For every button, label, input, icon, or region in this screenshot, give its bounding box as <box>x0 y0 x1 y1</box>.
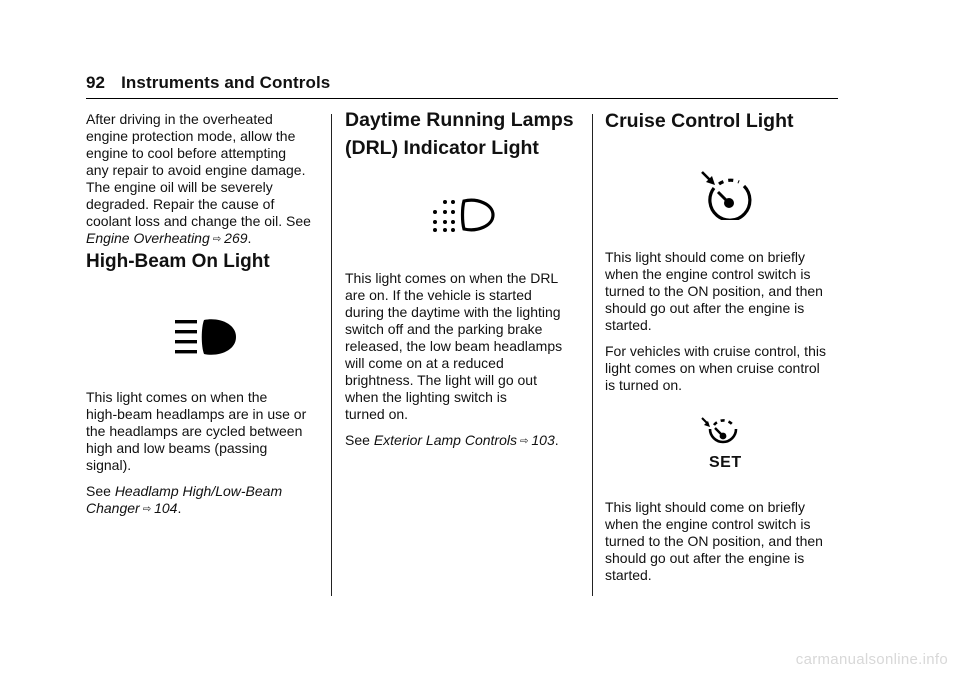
ref-page: 269 <box>224 230 248 246</box>
text-line: degraded. Repair the cause of <box>86 196 275 212</box>
set-label: SET <box>709 454 742 471</box>
text-line: when the engine control switch is <box>605 266 811 282</box>
drl-heading <box>345 108 574 160</box>
text-line: brightness. The light will go out <box>345 372 537 388</box>
text-line: turned on. <box>345 406 409 422</box>
text-line: started. <box>605 317 652 333</box>
see-label: See <box>86 483 111 499</box>
text-line: should go out after the engine is <box>605 550 805 566</box>
headlamp-changer-link[interactable] <box>86 483 326 519</box>
cruise-body <box>605 249 845 403</box>
text-line: engine protection mode, allow the <box>86 128 296 144</box>
text-line: This light should come on briefly <box>605 499 805 515</box>
ref-text: Exterior Lamp Controls <box>373 432 517 448</box>
see-label: See <box>345 432 370 448</box>
cruise-paragraph-3 <box>605 499 845 584</box>
heading-line: (DRL) Indicator Light <box>345 137 539 159</box>
text-line: the headlamps are cycled between <box>86 423 303 439</box>
cruise-paragraph-1 <box>605 249 845 334</box>
text-line: This light comes on when the DRL <box>345 270 559 286</box>
text-line: signal). <box>86 457 132 473</box>
text-line: high-beam headlamps are in use or <box>86 406 307 422</box>
page-number: 92 <box>86 73 106 92</box>
drl-paragraph <box>345 270 585 423</box>
cruise-set-body <box>605 499 845 593</box>
heading-line: Daytime Running Lamps <box>345 109 574 131</box>
ref-text: Changer <box>86 500 140 516</box>
text-line: high and low beams (passing <box>86 440 268 456</box>
text-line: This light should come on briefly <box>605 249 805 265</box>
text-line: After driving in the overheated <box>86 111 273 127</box>
ref-page: 104 <box>154 500 178 516</box>
exterior-lamp-controls-link[interactable] <box>345 432 585 451</box>
overheat-paragraph <box>86 111 326 249</box>
text-line: turned to the ON position, and then <box>605 533 823 549</box>
ref-page: 103 <box>531 432 555 448</box>
text-line: during the daytime with the lighting <box>345 304 561 320</box>
text-line: For vehicles with cruise control, this <box>605 343 826 359</box>
text-line: are on. If the vehicle is started <box>345 287 532 303</box>
text-line: engine to cool before attempting <box>86 145 287 161</box>
ref-tail: . <box>247 230 252 246</box>
page-arrow-icon: ⇨ <box>519 436 529 447</box>
text-line: turned to the ON position, and then <box>605 283 823 299</box>
cruise-control-icon <box>698 168 754 225</box>
section-title: Instruments and Controls <box>121 73 331 92</box>
high-beam-headlamp-icon <box>173 318 241 363</box>
drl-body <box>345 270 585 451</box>
text-line: started. <box>605 567 652 583</box>
high-beam-body <box>86 389 326 519</box>
cruise-set-icon <box>700 417 746 471</box>
high-beam-heading: High-Beam On Light <box>86 251 270 272</box>
ref-tail: . <box>554 432 559 448</box>
text-line: when the lighting switch is <box>345 389 507 405</box>
ref-text: Headlamp High/Low-Beam <box>114 483 283 499</box>
ref-tail: . <box>177 500 182 516</box>
page-arrow-icon: ⇨ <box>212 234 222 245</box>
text-line: light comes on when cruise control <box>605 360 820 376</box>
text-line: coolant loss and change the oil. See <box>86 213 311 229</box>
text-line: This light comes on when the <box>86 389 268 405</box>
text-line: will come on at a reduced <box>345 355 504 371</box>
column-divider-1 <box>331 114 332 596</box>
header-rule <box>86 98 838 99</box>
text-line: when the engine control switch is <box>605 516 811 532</box>
cruise-paragraph-2 <box>605 343 845 394</box>
cruise-heading: Cruise Control Light <box>605 110 794 132</box>
text-line: switch off and the parking brake <box>345 321 543 337</box>
high-beam-paragraph <box>86 389 326 474</box>
column-divider-2 <box>592 114 593 596</box>
text-line: The engine oil will be severely <box>86 179 273 195</box>
watermark: carmanualsonline.info <box>795 651 948 668</box>
page-arrow-icon: ⇨ <box>142 504 152 515</box>
drl-indicator-icon <box>431 198 497 239</box>
engine-overheating-link[interactable] <box>86 230 326 249</box>
page-header <box>86 73 330 93</box>
column-1 <box>86 111 326 249</box>
text-line: should go out after the engine is <box>605 300 805 316</box>
text-line: any repair to avoid engine damage. <box>86 162 306 178</box>
ref-text: Engine Overheating <box>86 230 210 246</box>
text-line: released, the low beam headlamps <box>345 338 563 354</box>
text-line: is turned on. <box>605 377 683 393</box>
